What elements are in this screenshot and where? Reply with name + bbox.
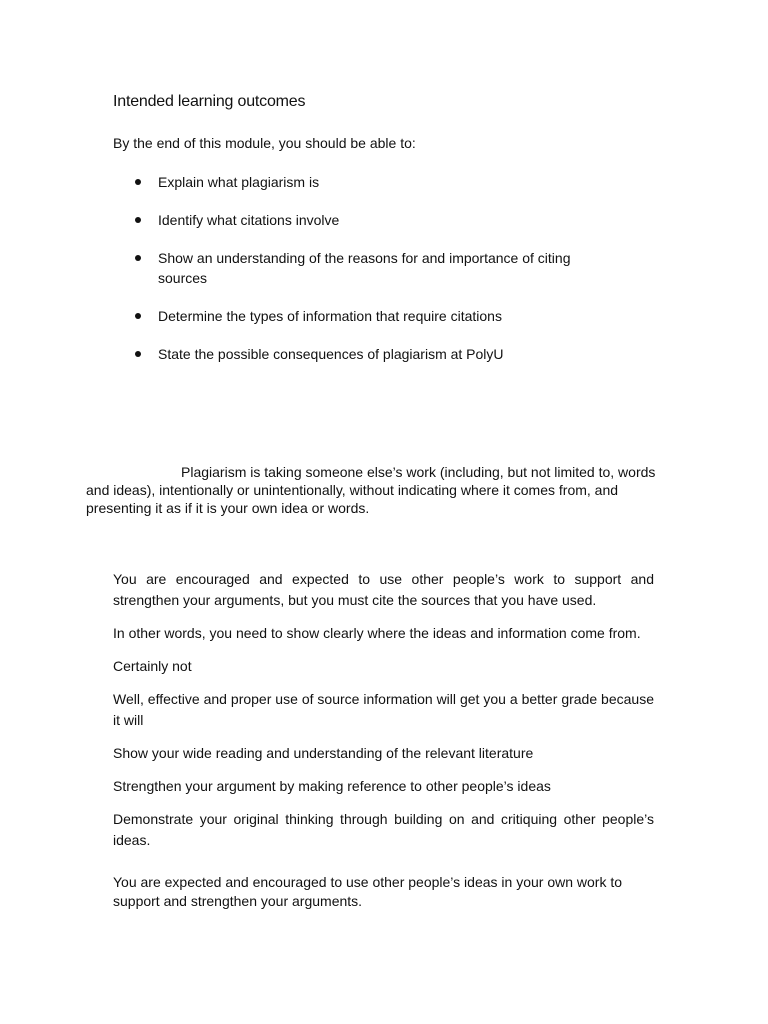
bullet-icon — [135, 255, 141, 261]
list-item — [113, 248, 613, 288]
closing-paragraph: You are expected and encouraged to use other people’s ideas in your own work to support and strengthen your arguments. — [113, 874, 623, 909]
list-item — [113, 344, 613, 364]
outcome-text: State the possible consequences of plagiarism at PolyU — [158, 346, 504, 362]
outcome-text: Explain what plagiarism is — [158, 174, 320, 190]
outcome-text: Show an understanding of the reasons for and importance of citing sources — [158, 250, 571, 286]
plagiarism-definition: Plagiarism is taking someone else’s work (including, but not limited to, words and ideas), intentionally or unintentionally, without indicating where it comes from, and presenting it as if it is your own idea or words. — [86, 464, 656, 516]
bullet-icon — [135, 351, 141, 357]
paragraph: In other words, you need to show clearly where the ideas and information come from. — [113, 625, 641, 641]
outcome-text: Identify what citations involve — [158, 212, 340, 228]
body-text — [113, 569, 654, 923]
list-item — [113, 172, 613, 192]
outcome-text: Determine the types of information that require citations — [158, 308, 502, 324]
bullet-icon — [135, 313, 141, 319]
list-item — [113, 306, 613, 326]
paragraph: Show your wide reading and understanding of the relevant literature — [113, 745, 534, 761]
section-heading: Intended learning outcomes — [113, 93, 306, 110]
paragraph: Demonstrate your original thinking through building on and critiquing other people’s ideas. — [113, 811, 654, 848]
learning-outcomes-list — [113, 172, 613, 382]
intro-text: By the end of this module, you should be able to: — [113, 135, 416, 151]
bullet-icon — [135, 217, 141, 223]
bullet-icon — [135, 179, 141, 185]
list-item — [113, 210, 613, 230]
paragraph: Well, effective and proper use of source information will get you a better grade because it will — [113, 691, 654, 728]
paragraph: Strengthen your argument by making reference to other people’s ideas — [113, 778, 551, 794]
paragraph: Certainly not — [113, 658, 192, 674]
paragraph: You are encouraged and expected to use other people’s work to support and strengthen your arguments, but you must cite the sources that you have used. — [113, 571, 654, 608]
